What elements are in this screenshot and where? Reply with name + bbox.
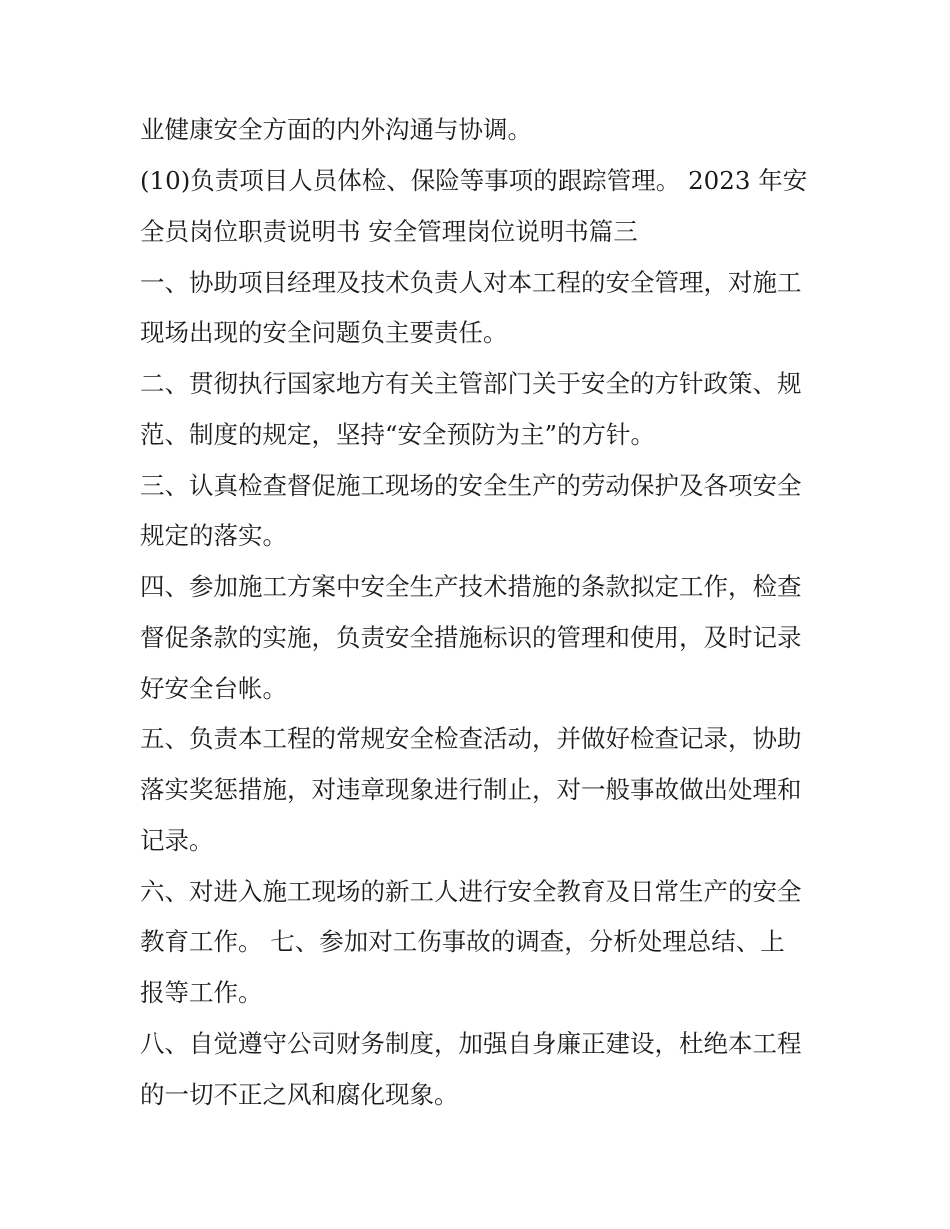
text-line: 的一切不正之风和腐化现象。: [140, 1080, 459, 1109]
text-line: 六、对进入施工现场的新工人进行安全教育及日常生产的安全: [140, 877, 802, 906]
text-line: 四、参加施工方案中安全生产技术措施的条款拟定工作，检查: [140, 572, 802, 601]
text-line: 范、制度的规定，坚持“安全预防为主”的方针。: [140, 420, 656, 449]
text-line: 好安全台帐。: [140, 674, 287, 703]
text-line: 二、贯彻执行国家地方有关主管部门关于安全的方针政策、规: [140, 369, 802, 398]
text-line: 教育工作。 七、参加对工伤事故的调查，分析处理总结、上: [140, 927, 785, 956]
text-line: 落实奖惩措施，对违章现象进行制止，对一般事故做出处理和: [140, 775, 802, 804]
text-line: 业健康安全方面的内外沟通与协调。: [140, 115, 532, 144]
text-line: 三、认真检查督促施工现场的安全生产的劳动保护及各项安全: [140, 471, 802, 500]
text-line: 一、协助项目经理及技术负责人对本工程的安全管理，对施工: [140, 268, 802, 297]
text-line: 八、自觉遵守公司财务制度，加强自身廉正建设，杜绝本工程: [140, 1029, 802, 1058]
text-line: 规定的落实。: [140, 521, 287, 550]
text-line: 现场出现的安全问题负主要责任。: [140, 318, 508, 347]
text-line: 五、负责本工程的常规安全检查活动，并做好检查记录，协助: [140, 724, 802, 753]
text-line: 记录。: [140, 826, 214, 855]
text-line: 全员岗位职责说明书 安全管理岗位说明书篇三: [140, 217, 638, 246]
text-line: 督促条款的实施，负责安全措施标识的管理和使用，及时记录: [140, 623, 802, 652]
text-line: (10)负责项目人员体检、保险等事项的跟踪管理。 2023 年安: [140, 166, 808, 195]
text-line: 报等工作。: [140, 978, 263, 1007]
